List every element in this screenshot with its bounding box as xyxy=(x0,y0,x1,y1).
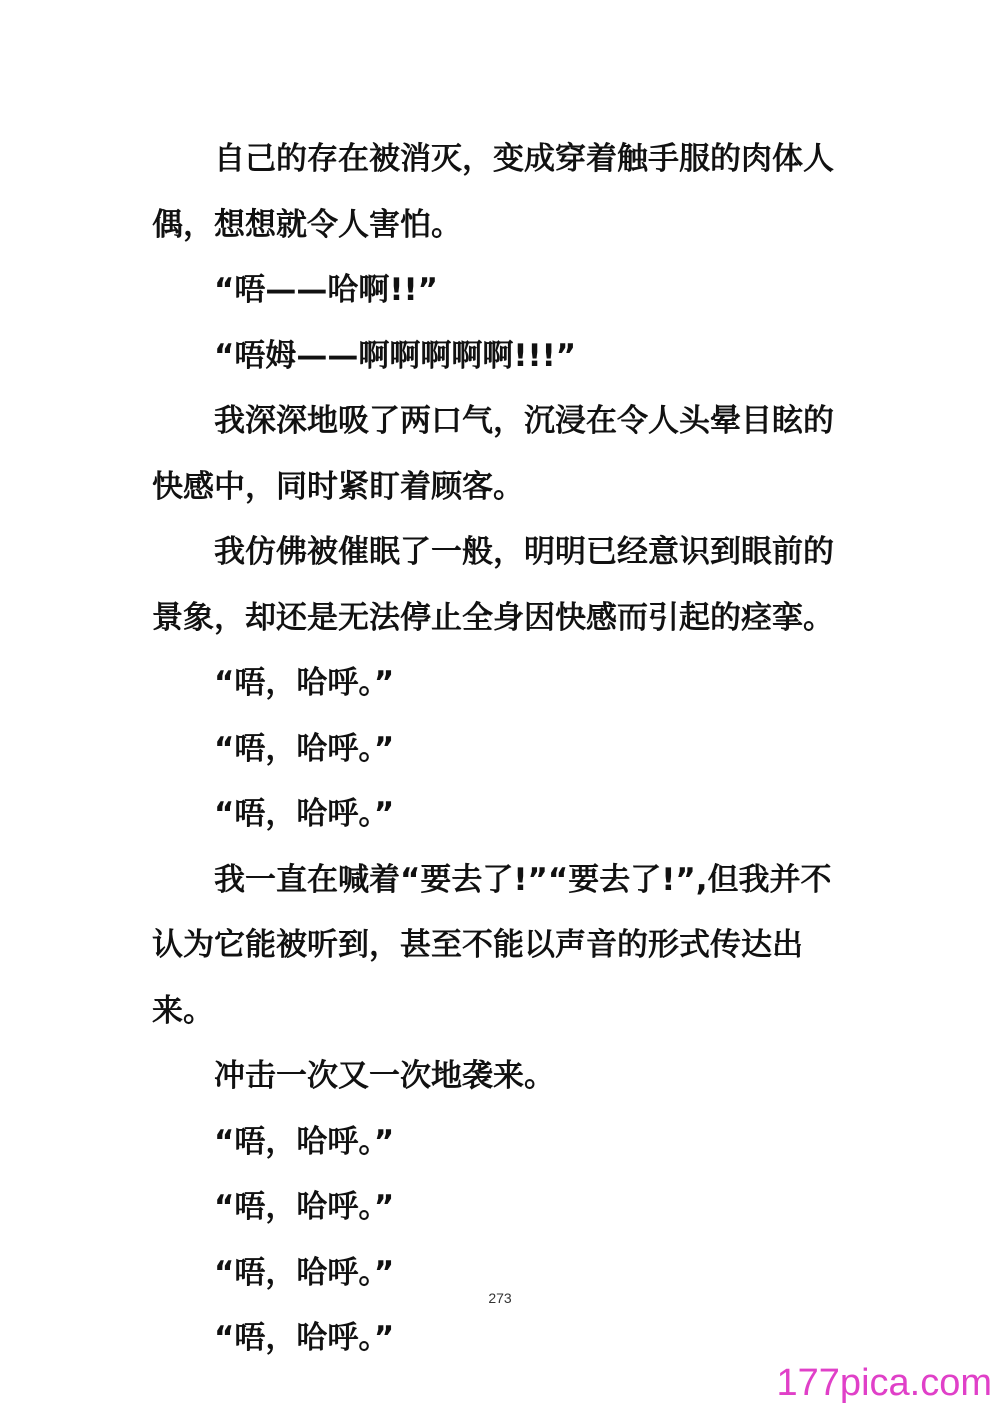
paragraph: “唔，哈呼。” xyxy=(214,1189,395,1225)
paragraph: “唔，哈呼。” xyxy=(214,1123,395,1160)
paragraph: 我一直在喊着“要去了!”“要去了!”,但我并不认为它能被听到，甚至不能以声音的形式传达出来。 xyxy=(152,861,832,1029)
paragraph: “唔姆——啊啊啊啊啊!!!” xyxy=(214,337,577,374)
paragraph: “唔，哈呼。” xyxy=(214,730,395,767)
paragraph: 我仿佛被催眠了一般，明明已经意识到眼前的景象，却还是无法停止全身因快感而引起的痉挛。 xyxy=(152,534,834,636)
paragraph: “唔，哈呼。” xyxy=(214,1254,395,1291)
paragraph: “唔，哈呼。” xyxy=(214,796,395,832)
body-text xyxy=(152,127,852,1372)
paragraph: 自己的存在被消灭，变成穿着触手服的肉体人偶，想想就令人害怕。 xyxy=(152,141,834,243)
paragraph: “唔——哈啊!!” xyxy=(214,272,439,308)
paragraph: 我深深地吸了两口气，沉浸在令人头晕目眩的快感中，同时紧盯着顾客。 xyxy=(152,403,834,505)
paragraph: 冲击一次又一次地袭来。 xyxy=(214,1058,555,1094)
page-number: 273 xyxy=(488,1290,512,1306)
watermark: 177pica.com xyxy=(776,1362,992,1404)
paragraph: “唔，哈呼。” xyxy=(214,665,395,701)
paragraph: “唔，哈呼。” xyxy=(214,1320,395,1356)
